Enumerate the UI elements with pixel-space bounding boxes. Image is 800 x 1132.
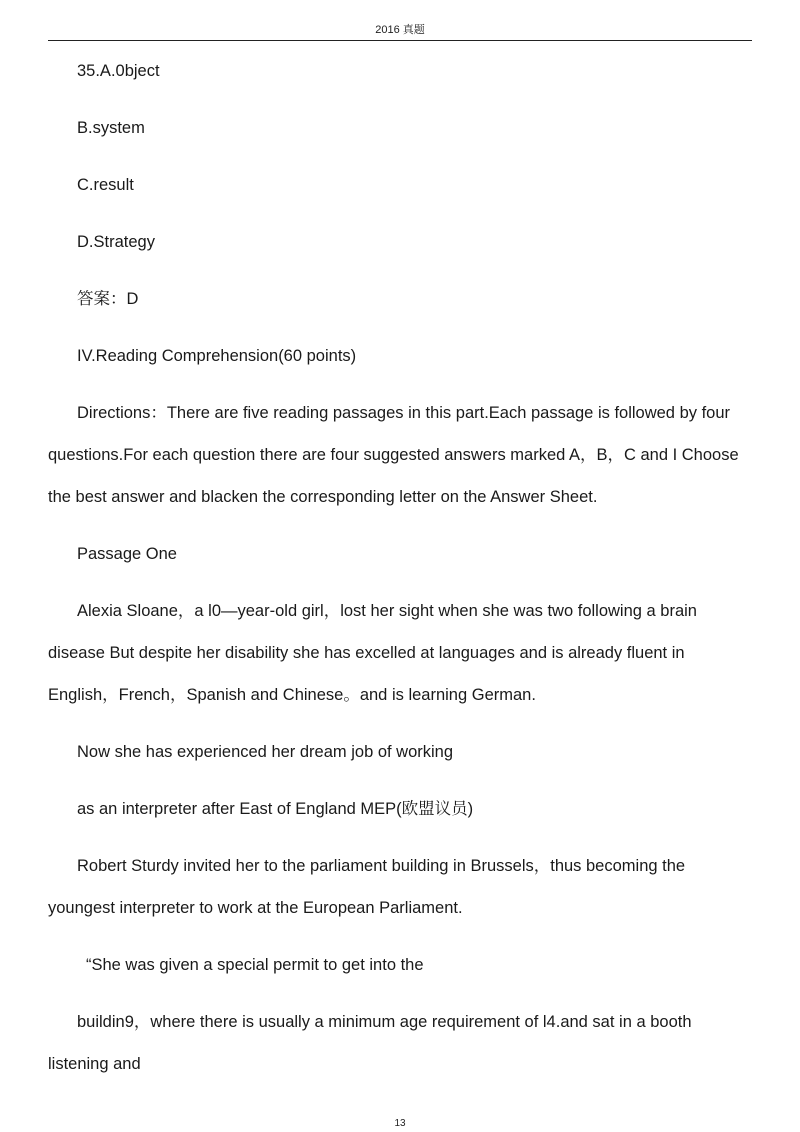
page-header — [48, 22, 752, 41]
directions-paragraph: Directions：There are five reading passages in this part.Each passage is followed by four questions.For each question there are four suggested answers marked A，B，C and I Choose the best answer and blacken the corresponding letter on the Answer Sheet. — [48, 404, 739, 506]
passage-paragraph: buildin9，where there is usually a minimum age requirement of l4.and sat in a booth listening and — [48, 1013, 692, 1073]
option-d: D.Strategy — [77, 233, 155, 251]
section-heading: IV.Reading Comprehension(60 points) — [77, 347, 357, 365]
option-b: B.system — [77, 119, 145, 137]
answer-line: 答案：D — [77, 290, 139, 308]
passage-paragraph: Now she has experienced her dream job of working — [77, 743, 454, 761]
option-a: 35.A.0bject — [77, 62, 160, 80]
header-title: 2016 真题 — [375, 24, 425, 36]
passage-quote: “She was given a special permit to get into the — [86, 956, 424, 974]
option-c: C.result — [77, 176, 134, 194]
page-number: 13 — [394, 1118, 406, 1129]
passage-paragraph: as an interpreter after East of England MEP(欧盟议员) — [77, 800, 474, 818]
passage-paragraph: Alexia Sloane，a l0—year-old girl，lost her sight when she was two following a brain disease But despite her disability she has excelled at languages and is already fluent in English，French，Spanish and Chinese。and is learning German. — [48, 602, 697, 704]
document-body — [48, 50, 752, 1100]
passage-paragraph: Robert Sturdy invited her to the parliament building in Brussels，thus becoming the youngest interpreter to work at the European Parliament. — [48, 857, 686, 917]
passage-title: Passage One — [77, 545, 177, 563]
